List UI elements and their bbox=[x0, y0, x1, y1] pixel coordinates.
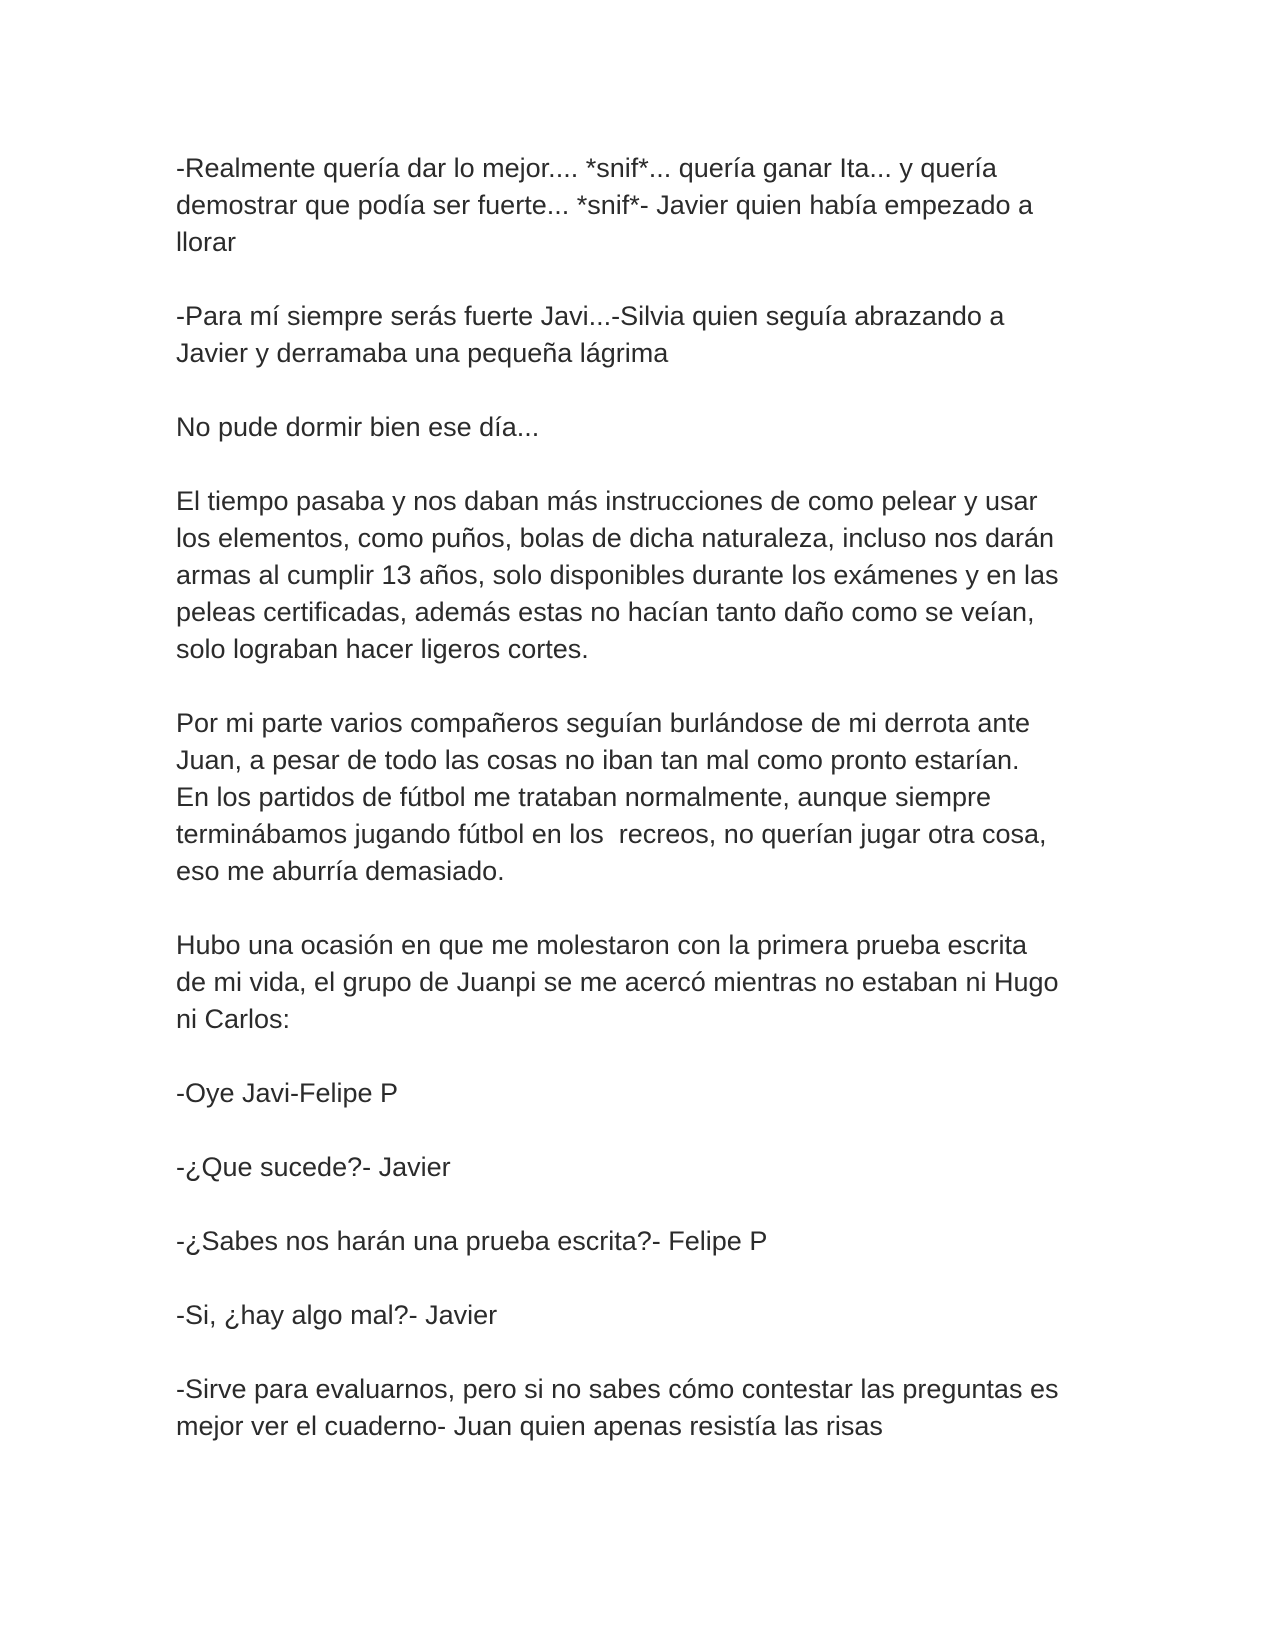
text-line: Por mi parte varios compañeros seguían burlándose de mi derrota ante bbox=[176, 708, 1030, 738]
paragraph bbox=[176, 1075, 1116, 1112]
text-line: ni Carlos: bbox=[176, 1004, 291, 1034]
paragraph bbox=[176, 1297, 1116, 1334]
text-line: armas al cumplir 13 años, solo disponibles durante los exámenes y en las bbox=[176, 560, 1059, 590]
text-line: -Si, ¿hay algo mal?- Javier bbox=[176, 1300, 498, 1330]
paragraph bbox=[176, 298, 1116, 372]
paragraph bbox=[176, 1371, 1116, 1445]
text-line: demostrar que podía ser fuerte... *snif*- Javier quien había empezado a bbox=[176, 190, 1033, 220]
text-line: Juan, a pesar de todo las cosas no iban tan mal como pronto estarían. bbox=[176, 745, 1020, 775]
body-text bbox=[176, 150, 1116, 1482]
text-line: El tiempo pasaba y nos daban más instrucciones de como pelear y usar bbox=[176, 486, 1038, 516]
text-line: los elementos, como puños, bolas de dicha naturaleza, incluso nos darán bbox=[176, 523, 1055, 553]
paragraph bbox=[176, 150, 1116, 261]
text-line: llorar bbox=[176, 227, 237, 257]
paragraph bbox=[176, 1149, 1116, 1186]
text-line: peleas certificadas, además estas no hacían tanto daño como se veían, bbox=[176, 597, 1035, 627]
text-line: Javier y derramaba una pequeña lágrima bbox=[176, 338, 669, 368]
paragraph bbox=[176, 705, 1116, 890]
paragraph bbox=[176, 927, 1116, 1038]
text-line: -Para mí siempre serás fuerte Javi...-Silvia quien seguía abrazando a bbox=[176, 301, 1005, 331]
text-line: mejor ver el cuaderno- Juan quien apenas resistía las risas bbox=[176, 1411, 883, 1441]
text-line: -¿Sabes nos harán una prueba escrita?- Felipe P bbox=[176, 1226, 768, 1256]
paragraph bbox=[176, 483, 1116, 668]
text-line: eso me aburría demasiado. bbox=[176, 856, 505, 886]
text-line: terminábamos jugando fútbol en los recreos, no querían jugar otra cosa, bbox=[176, 819, 1047, 849]
text-line: En los partidos de fútbol me trataban normalmente, aunque siempre bbox=[176, 782, 991, 812]
text-line: -Sirve para evaluarnos, pero si no sabes cómo contestar las preguntas es bbox=[176, 1374, 1059, 1404]
text-line: -¿Que sucede?- Javier bbox=[176, 1152, 451, 1182]
text-line: Hubo una ocasión en que me molestaron con la primera prueba escrita bbox=[176, 930, 1027, 960]
text-line: -Oye Javi-Felipe P bbox=[176, 1078, 399, 1108]
paragraph bbox=[176, 409, 1116, 446]
text-line: No pude dormir bien ese día... bbox=[176, 412, 540, 442]
paragraph bbox=[176, 1223, 1116, 1260]
text-line: solo lograban hacer ligeros cortes. bbox=[176, 634, 589, 664]
text-line: -Realmente quería dar lo mejor.... *snif*... quería ganar Ita... y quería bbox=[176, 153, 997, 183]
text-line: de mi vida, el grupo de Juanpi se me acercó mientras no estaban ni Hugo bbox=[176, 967, 1059, 997]
